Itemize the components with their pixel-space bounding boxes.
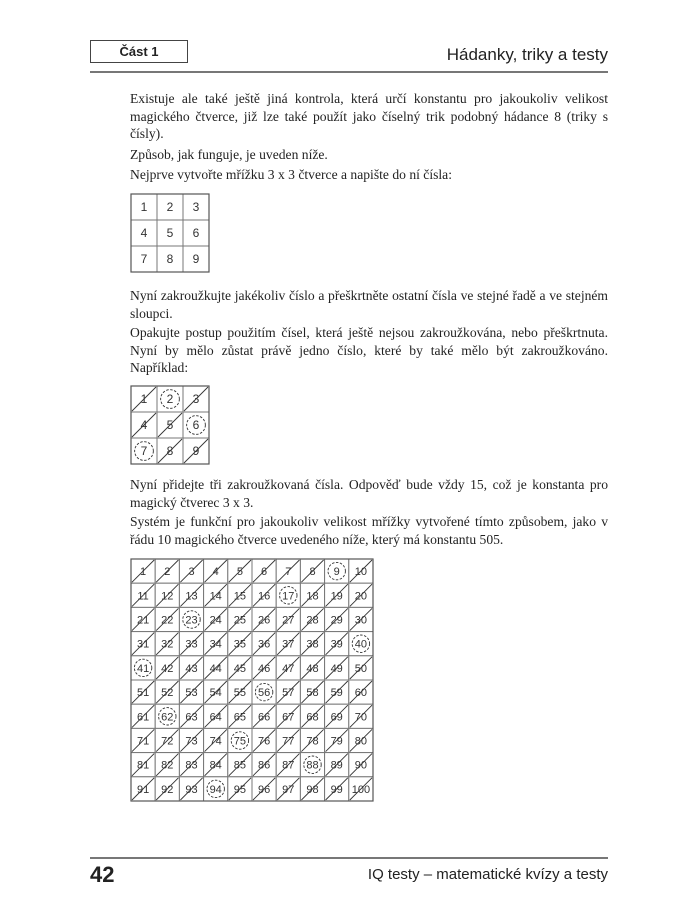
grid-cell xyxy=(131,438,157,464)
grid-cell xyxy=(183,246,209,272)
cell-number: 75 xyxy=(233,735,247,748)
paragraph: Způsob, jak funguje, je uveden níže. xyxy=(130,147,328,162)
grid-cell xyxy=(204,753,228,777)
grid-cell xyxy=(349,753,373,777)
chapter-title: Hádanky, triky a testy xyxy=(446,45,608,64)
grid-cell xyxy=(228,632,252,656)
grid-svg xyxy=(130,385,210,465)
grid-cell xyxy=(183,194,209,220)
grid-cell xyxy=(276,753,300,777)
grid-cell xyxy=(300,632,324,656)
cell-number: 3 xyxy=(192,392,200,406)
grid-cell xyxy=(300,753,324,777)
grid-cell xyxy=(179,753,203,777)
cell-number: 11 xyxy=(137,590,149,603)
grid-cell xyxy=(300,583,324,607)
grid-cell xyxy=(276,777,300,801)
cell-number: 4 xyxy=(140,418,148,432)
grid-cell xyxy=(131,632,155,656)
cell-number: 80 xyxy=(354,735,368,748)
grid-cell xyxy=(300,704,324,728)
cell-number: 85 xyxy=(233,759,247,772)
cell-number: 29 xyxy=(330,614,343,627)
grid-cell xyxy=(276,680,300,704)
cell-number: 99 xyxy=(330,783,343,796)
grid-cell xyxy=(155,583,179,607)
cell-number: 6 xyxy=(192,226,200,240)
grid-cell xyxy=(276,559,300,583)
grid-cell xyxy=(179,607,203,631)
cell-number: 47 xyxy=(282,662,295,675)
cell-number: 10 xyxy=(354,566,368,579)
grid-cell xyxy=(228,559,252,583)
grid-cell xyxy=(157,438,183,464)
cell-number: 2 xyxy=(166,200,174,214)
grid-cell xyxy=(349,559,373,583)
grid-cell xyxy=(325,607,349,631)
cell-number: 61 xyxy=(136,711,150,724)
grid-cell xyxy=(228,704,252,728)
cell-number: 83 xyxy=(185,759,198,772)
grid-cell xyxy=(179,632,203,656)
cell-number: 20 xyxy=(354,590,368,603)
cell-number: 56 xyxy=(257,687,271,700)
grid-cell xyxy=(183,412,209,438)
grid-cell xyxy=(349,607,373,631)
grid-cell xyxy=(349,632,373,656)
cell-number: 79 xyxy=(330,735,343,748)
cell-number: 23 xyxy=(185,614,198,627)
cell-number: 43 xyxy=(185,662,198,675)
grid-cell xyxy=(204,583,228,607)
cell-number: 8 xyxy=(166,444,174,458)
grid-cell xyxy=(349,704,373,728)
cell-number: 48 xyxy=(306,662,319,675)
grid-cell xyxy=(252,559,276,583)
cell-number: 40 xyxy=(354,638,368,651)
cell-number: 7 xyxy=(140,444,148,458)
grid-cell xyxy=(204,632,228,656)
cell-number: 27 xyxy=(282,614,295,627)
grid-cell xyxy=(131,583,155,607)
cell-number: 21 xyxy=(136,614,150,627)
cell-number: 5 xyxy=(236,566,243,579)
grid-cell xyxy=(204,680,228,704)
grid-cell xyxy=(325,632,349,656)
cell-number: 95 xyxy=(233,783,247,796)
grid-cell xyxy=(228,583,252,607)
page-number: 42 xyxy=(90,862,115,887)
grid-cell xyxy=(131,656,155,680)
cell-number: 24 xyxy=(209,614,222,627)
cell-number: 65 xyxy=(233,711,247,724)
cell-number: 16 xyxy=(257,590,271,603)
grid-cell xyxy=(325,583,349,607)
cell-number: 2 xyxy=(164,566,171,579)
cell-number: 100 xyxy=(351,783,371,796)
cell-number: 58 xyxy=(306,687,319,700)
grid-cell xyxy=(252,728,276,752)
grid-cell xyxy=(131,194,157,220)
grid-cell xyxy=(131,607,155,631)
cell-number: 53 xyxy=(185,687,198,700)
grid-cell xyxy=(179,559,203,583)
grid-cell xyxy=(179,583,203,607)
cell-number: 62 xyxy=(161,711,174,724)
cell-number: 18 xyxy=(306,590,319,603)
cell-number: 7 xyxy=(285,566,292,579)
magic-grid-10x10 xyxy=(130,558,374,802)
cell-number: 25 xyxy=(233,614,247,627)
cell-number: 81 xyxy=(136,759,150,772)
grid-cell xyxy=(325,680,349,704)
cell-number: 86 xyxy=(257,759,271,772)
grid-cell xyxy=(349,777,373,801)
cell-number: 84 xyxy=(209,759,222,772)
grid-cell xyxy=(155,704,179,728)
grid-cell xyxy=(157,246,183,272)
grid-cell xyxy=(325,559,349,583)
cell-number: 72 xyxy=(161,735,174,748)
grid-cell xyxy=(349,680,373,704)
paragraph: Opakujte postup použitím čísel, která ještě nejsou zakroužkována, nebo přeškrtnuta. Nyní by mělo zůstat právě jedno číslo, které by také mělo být zakroužkováno. Například: xyxy=(130,325,608,375)
cell-number: 6 xyxy=(192,418,200,432)
cell-number: 91 xyxy=(136,783,150,796)
grid-cell xyxy=(157,194,183,220)
paragraph: Nejprve vytvořte mřížku 3 x 3 čtverce a napište do ní čísla: xyxy=(130,167,452,182)
grid-cell xyxy=(252,583,276,607)
cell-number: 93 xyxy=(185,783,198,796)
cell-number: 76 xyxy=(257,735,271,748)
grid-cell xyxy=(276,583,300,607)
grid-cell xyxy=(300,607,324,631)
grid-cell xyxy=(155,777,179,801)
cell-number: 42 xyxy=(161,662,174,675)
footer-rule xyxy=(90,857,608,859)
grid-cell xyxy=(179,704,203,728)
cell-number: 9 xyxy=(333,566,340,579)
cell-number: 1 xyxy=(140,392,148,406)
grid-cell xyxy=(204,656,228,680)
cell-number: 38 xyxy=(306,638,319,651)
grid-cell xyxy=(155,607,179,631)
cell-number: 15 xyxy=(233,590,247,603)
cell-number: 51 xyxy=(136,687,150,700)
grid-cell xyxy=(300,777,324,801)
grid-cell xyxy=(300,656,324,680)
grid-cell xyxy=(157,412,183,438)
grid-cell xyxy=(131,777,155,801)
cell-number: 89 xyxy=(330,759,343,772)
cell-number: 14 xyxy=(209,590,222,603)
cell-number: 41 xyxy=(136,662,150,675)
grid-cell xyxy=(155,680,179,704)
cell-number: 50 xyxy=(354,662,368,675)
grid-cell xyxy=(276,656,300,680)
cell-number: 33 xyxy=(185,638,198,651)
grid-cell xyxy=(228,680,252,704)
cell-number: 28 xyxy=(306,614,319,627)
grid-cell xyxy=(183,220,209,246)
cell-number: 71 xyxy=(136,735,150,748)
cell-number: 30 xyxy=(354,614,368,627)
cell-number: 64 xyxy=(209,711,222,724)
grid-cell xyxy=(252,777,276,801)
cell-number: 8 xyxy=(309,566,316,579)
cell-number: 36 xyxy=(257,638,271,651)
grid-svg xyxy=(130,558,374,802)
grid-cell xyxy=(252,632,276,656)
grid-cell xyxy=(131,220,157,246)
grid-cell xyxy=(157,220,183,246)
cell-number: 67 xyxy=(282,711,295,724)
cell-number: 44 xyxy=(209,662,222,675)
grid-cell xyxy=(349,583,373,607)
cell-number: 59 xyxy=(330,687,343,700)
grid-cell xyxy=(228,753,252,777)
cell-number: 1 xyxy=(140,200,148,214)
cell-number: 88 xyxy=(306,759,319,772)
grid-cell xyxy=(131,412,157,438)
grid-cell xyxy=(131,559,155,583)
grid-cell xyxy=(157,386,183,412)
cell-number: 77 xyxy=(282,735,295,748)
grid-cell xyxy=(252,704,276,728)
cell-number: 94 xyxy=(209,783,222,796)
grid-cell xyxy=(131,728,155,752)
grid-cell xyxy=(228,728,252,752)
cell-number: 52 xyxy=(161,687,174,700)
cell-number: 22 xyxy=(161,614,174,627)
cell-number: 35 xyxy=(233,638,247,651)
grid-svg xyxy=(130,193,210,273)
cell-number: 55 xyxy=(233,687,247,700)
grid-cell xyxy=(228,656,252,680)
cell-number: 3 xyxy=(192,200,200,214)
grid-cell xyxy=(300,728,324,752)
grid-cell xyxy=(155,753,179,777)
grid-cell xyxy=(204,704,228,728)
grid-cell xyxy=(276,607,300,631)
cell-number: 82 xyxy=(161,759,174,772)
cell-number: 31 xyxy=(136,638,150,651)
cell-number: 2 xyxy=(166,392,174,406)
cell-number: 97 xyxy=(282,783,295,796)
grid-cell xyxy=(155,728,179,752)
cell-number: 17 xyxy=(282,590,295,603)
grid-cell xyxy=(183,386,209,412)
grid-cell xyxy=(325,704,349,728)
grid-cell xyxy=(131,753,155,777)
grid-cell xyxy=(155,656,179,680)
grid-cell xyxy=(179,680,203,704)
grid-cell xyxy=(204,559,228,583)
example-grid-3x3 xyxy=(130,385,210,465)
grid-cell xyxy=(252,607,276,631)
grid-cell xyxy=(228,607,252,631)
cell-number: 98 xyxy=(306,783,319,796)
grid-cell xyxy=(300,680,324,704)
grid-cell xyxy=(131,246,157,272)
grid-cell xyxy=(325,777,349,801)
grid-cell xyxy=(349,656,373,680)
paragraph: Nyní zakroužkujte jakékoliv číslo a přeškrtněte ostatní čísla ve stejné řadě a ve stejném sloupci. xyxy=(130,288,608,321)
cell-number: 68 xyxy=(306,711,319,724)
cell-number: 4 xyxy=(212,566,219,579)
cell-number: 37 xyxy=(282,638,295,651)
cell-number: 90 xyxy=(354,759,368,772)
cell-number: 39 xyxy=(330,638,343,651)
paragraph: Systém je funkční pro jakoukoliv velikost mřížky vytvořené tímto způsobem, jako v řádu 10 magického čtverce uvedeného níže, který má konstantu 505. xyxy=(130,514,608,547)
grid-cell xyxy=(252,753,276,777)
cell-number: 32 xyxy=(161,638,174,651)
cell-number: 46 xyxy=(257,662,271,675)
grid-cell xyxy=(325,656,349,680)
cell-number: 92 xyxy=(161,783,174,796)
cell-number: 8 xyxy=(166,252,174,266)
cell-number: 87 xyxy=(282,759,295,772)
grid-cell xyxy=(300,559,324,583)
cell-number: 34 xyxy=(209,638,222,651)
cell-number: 57 xyxy=(282,687,295,700)
cell-number: 69 xyxy=(330,711,343,724)
cell-number: 3 xyxy=(188,566,195,579)
grid-cell xyxy=(204,728,228,752)
cell-number: 45 xyxy=(233,662,247,675)
grid-cell xyxy=(155,632,179,656)
cell-number: 54 xyxy=(209,687,222,700)
cell-number: 66 xyxy=(257,711,271,724)
grid-cell xyxy=(276,728,300,752)
grid-cell xyxy=(155,559,179,583)
grid-cell xyxy=(276,704,300,728)
cell-number: 12 xyxy=(161,590,174,603)
grid-cell xyxy=(325,728,349,752)
grid-cell xyxy=(204,777,228,801)
grid-cell xyxy=(252,656,276,680)
cell-number: 9 xyxy=(192,444,200,458)
cell-number: 13 xyxy=(185,590,198,603)
cell-number: 26 xyxy=(257,614,271,627)
grid-cell xyxy=(325,753,349,777)
grid-cell xyxy=(131,386,157,412)
cell-number: 19 xyxy=(330,590,343,603)
cell-number: 60 xyxy=(354,687,368,700)
grid-cell xyxy=(276,632,300,656)
book-title: IQ testy – matematické kvízy a testy xyxy=(367,866,608,883)
paragraph: Existuje ale také ještě jiná kontrola, která určí konstantu pro jakoukoliv velikost magického čtverce, již lze také použít jako číselný trik podobný hádance 8 (triky s čísly). xyxy=(130,91,608,141)
paragraph: Nyní přidejte tři zakroužkovaná čísla. Odpověď bude vždy 15, což je konstanta pro magický čtverec 3 x 3. xyxy=(130,477,608,510)
grid-cell xyxy=(228,777,252,801)
cell-number: 73 xyxy=(185,735,198,748)
cell-number: 63 xyxy=(185,711,198,724)
part-label: Část 1 xyxy=(90,40,188,63)
grid-cell xyxy=(252,680,276,704)
cell-number: 96 xyxy=(257,783,271,796)
cell-number: 78 xyxy=(306,735,319,748)
grid-cell xyxy=(204,607,228,631)
grid-cell xyxy=(179,777,203,801)
cell-number: 4 xyxy=(140,226,148,240)
grid-cell xyxy=(349,728,373,752)
number-grid-3x3 xyxy=(130,193,210,273)
cell-number: 70 xyxy=(354,711,368,724)
cell-number: 49 xyxy=(330,662,343,675)
grid-cell xyxy=(179,656,203,680)
grid-cell xyxy=(179,728,203,752)
grid-cell xyxy=(183,438,209,464)
cell-number: 74 xyxy=(209,735,222,748)
cell-number: 6 xyxy=(261,566,268,579)
header-rule xyxy=(90,71,608,73)
cell-number: 7 xyxy=(140,252,148,266)
grid-cell xyxy=(131,680,155,704)
grid-cell xyxy=(131,704,155,728)
cell-number: 9 xyxy=(192,252,200,266)
cell-number: 5 xyxy=(166,418,174,432)
cell-number: 1 xyxy=(140,566,147,579)
cell-number: 5 xyxy=(166,226,174,240)
